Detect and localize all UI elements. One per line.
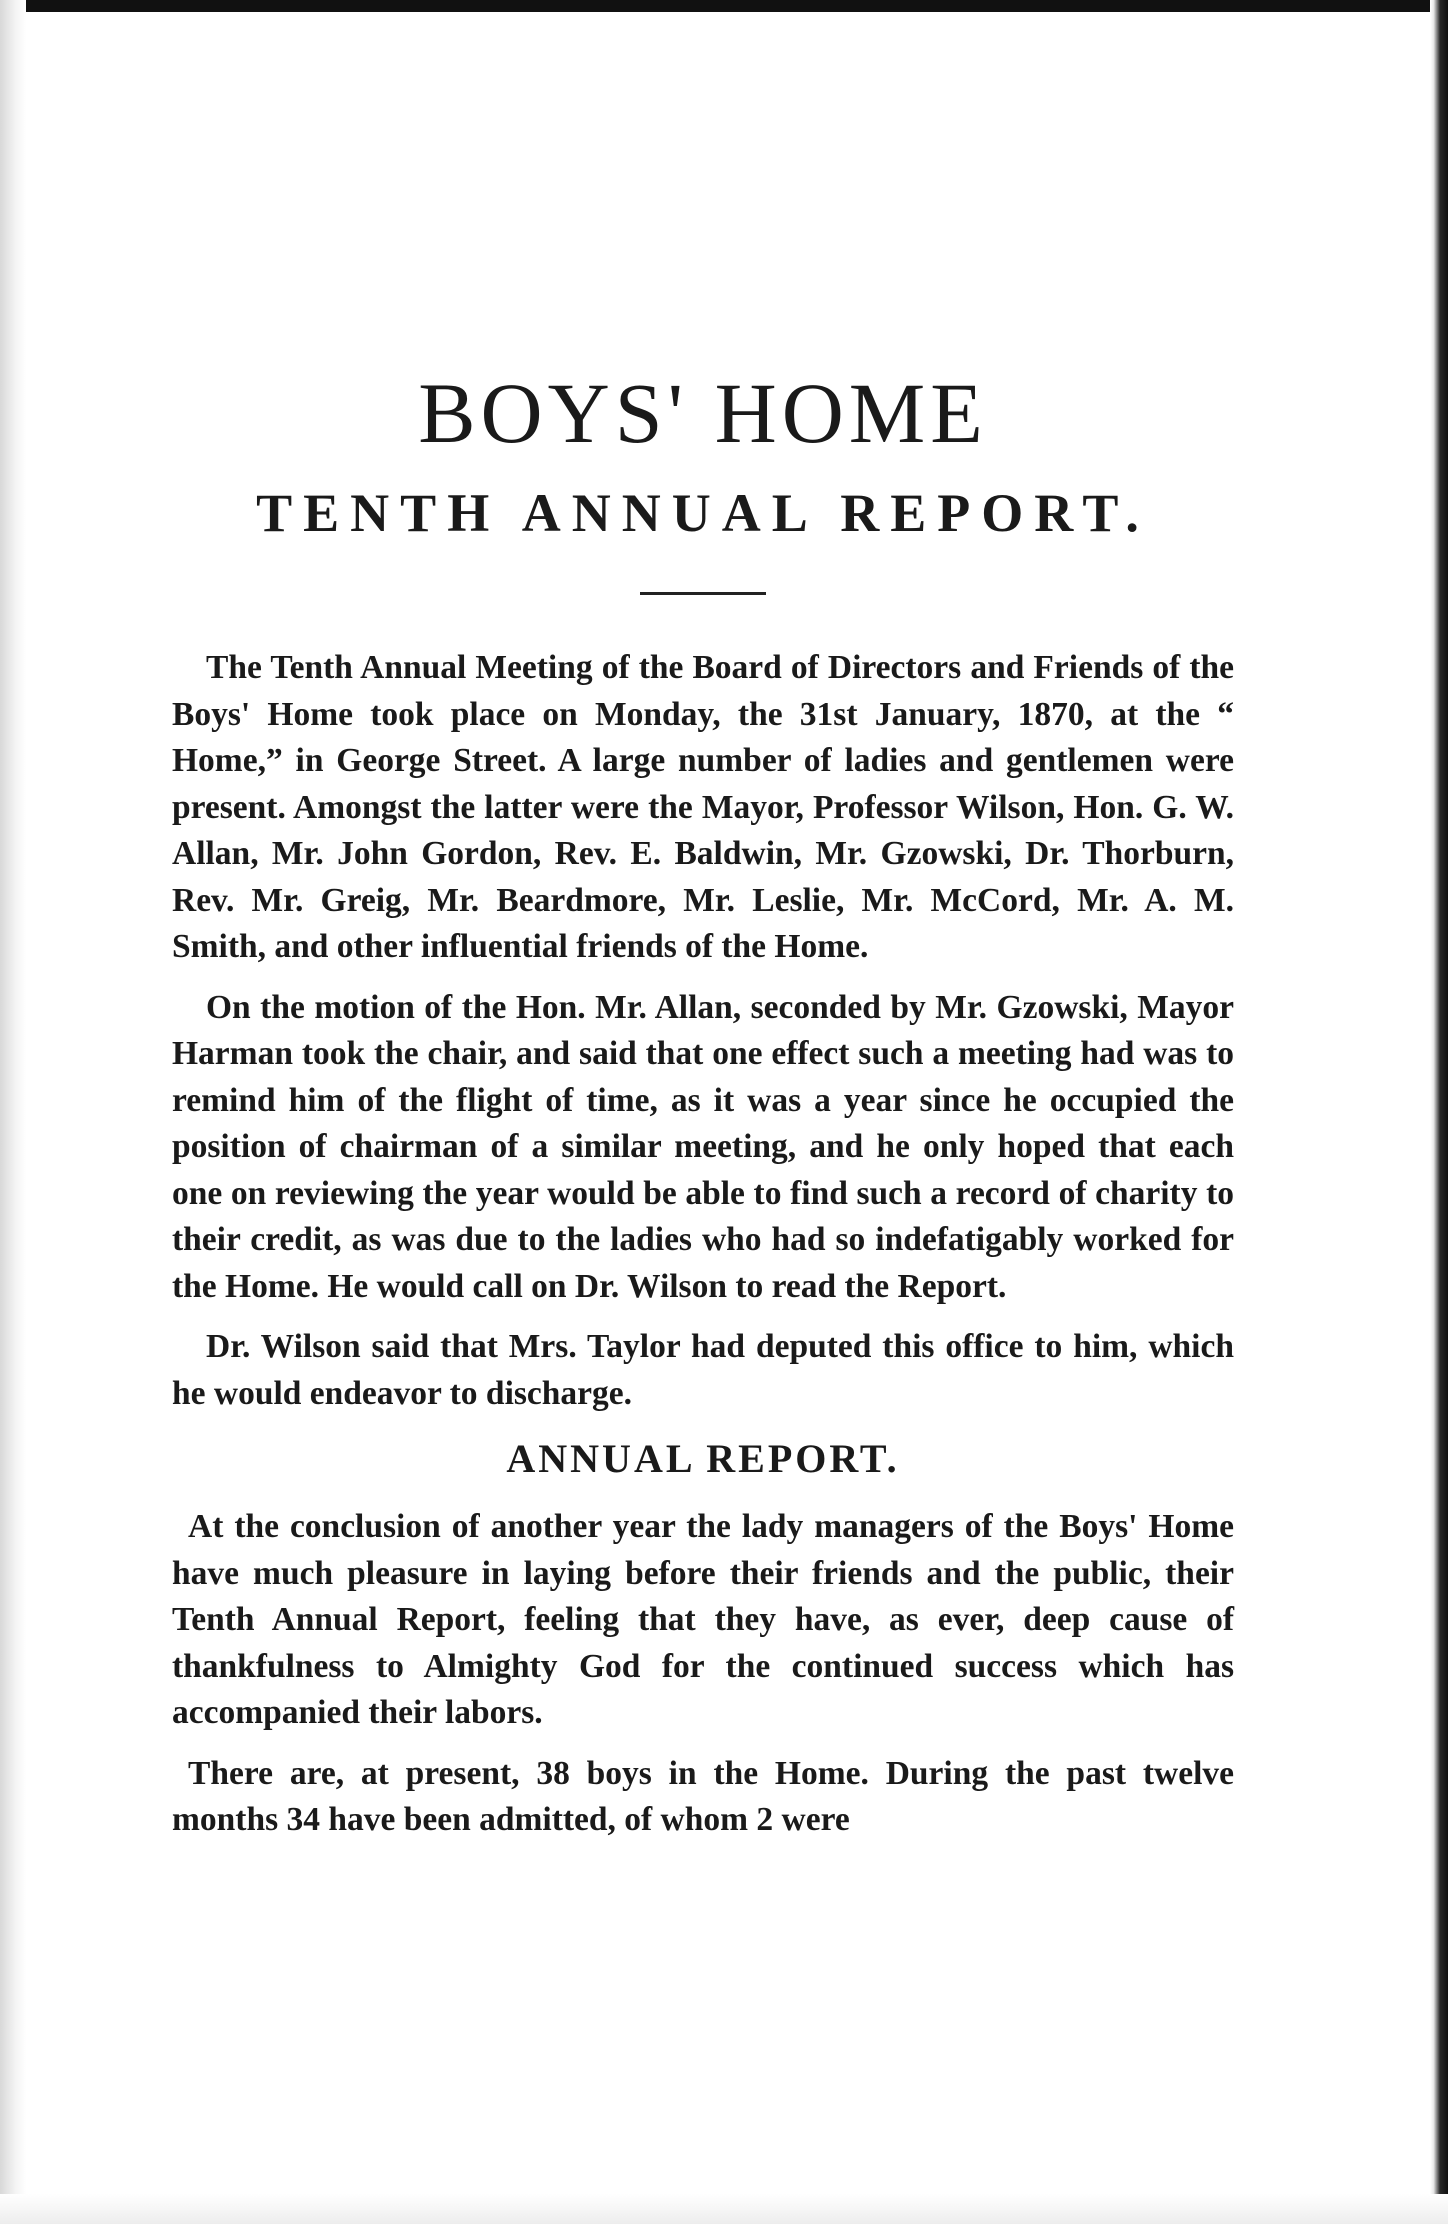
paragraph-motion: On the motion of the Hon. Mr. Allan, seconded by Mr. Gzowski, Mayor Harman took the chair, and said that one effect such a meeting had was to remind him of the flight of time, as it was a year since he occupied the position of chairman of a similar meeting, and he only hoped that each one on reviewing the year would be able to find such a record of charity to their credit, as was due to the ladies who had so indefatigably worked for the Home. He would call on Dr. Wilson to read the Report. [172,988,1234,1305]
page-bottom-shadow [0,2194,1448,2224]
section-heading-annual-report: ANNUAL REPORT. [506,1436,900,1481]
title-rule-divider [640,592,766,595]
paragraph-conclusion: At the conclusion of another year the lady managers of the Boys' Home have much pleasure in laying before their friends and the public, their Tenth Annual Report, feeling that they have, as ever, deep cause of thankfulness to Almighty God for the continued success which has accompanied their labors. [172,1508,1234,1731]
document-title: BOYS' HOME [418,365,988,461]
page-fold-shadow [0,0,26,2224]
paragraph-meeting: The Tenth Annual Meeting of the Board of Directors and Friends of the Boys' Home took place on Monday, the 31st January, 1870, at the “ Home,” in George Street. A large number of ladies and gentlemen were present. Amongst the latter were the Mayor, Professor Wilson, Hon. G. W. Allan, Mr. John Gordon, Rev. E. Baldwin, Mr. Gzowski, Dr. Thorburn, Rev. Mr. Greig, Mr. Beardmore, Mr. Leslie, Mr. McCord, Mr. A. M. Smith, and other influential friends of the Home. [172,649,1234,965]
scan-right-border [1430,0,1448,2224]
document-subtitle: TENTH ANNUAL REPORT. [256,483,1150,543]
title-block [172,365,1234,461]
paragraph-boys-count: There are, at present, 38 boys in the Home. During the past twelve months 34 have been admitted, of whom 2 were [172,1754,1234,1838]
paragraph-dr-wilson: Dr. Wilson said that Mrs. Taylor had deputed this office to him, which he would endeavor to discharge. [172,1328,1234,1412]
document-page [172,365,1234,1858]
scan-top-border [0,0,1448,12]
